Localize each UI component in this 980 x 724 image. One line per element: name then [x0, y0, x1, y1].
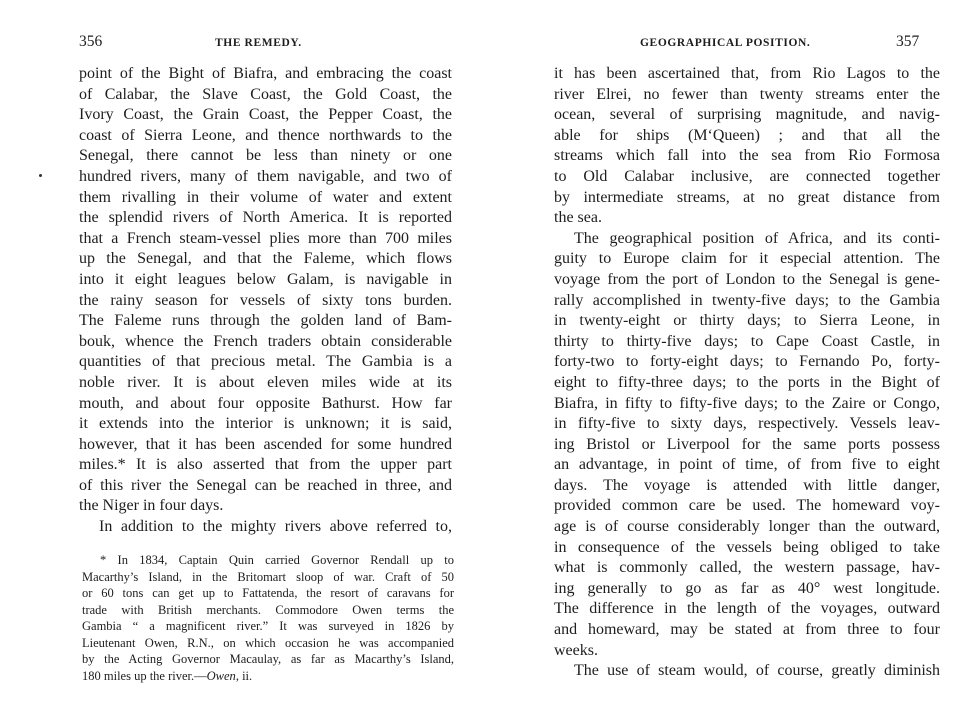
- margin-speck: [39, 174, 42, 177]
- body-line: mouth, and about four opposite Bathurst. How far: [79, 394, 452, 412]
- footnote-citation-author: Owen: [206, 668, 236, 683]
- body-line: ocean, several of surprising magnitude, and navig-: [554, 106, 940, 124]
- footnote-line: Gambia “ a magnificent river.” It was surveyed in 1826 by: [82, 619, 454, 633]
- body-line: them rivalling in their volume of water and extent: [79, 188, 452, 206]
- body-line: in consequence of the vessels being obliged to take: [554, 538, 940, 556]
- body-line: guity to Europe claim for it especial attention. The: [554, 250, 940, 268]
- body-line: coast of Sierra Leone, and thence northwards to the: [79, 126, 452, 144]
- body-line: The difference in the length of the voyages, outward: [554, 600, 940, 618]
- body-line: it has been ascertained that, from Rio Lagos to the: [554, 65, 940, 82]
- left-running-head: THE REMEDY.: [215, 37, 302, 49]
- right-page-number: 357: [896, 33, 920, 50]
- body-line: forty-two to forty-eight days; to Fernando Po, forty-: [554, 353, 940, 371]
- footnote-line: or 60 tons can get up to Fattatenda, the resort of caravans for: [82, 586, 454, 600]
- footnote-line-final: [82, 668, 454, 685]
- right-page: [490, 0, 980, 724]
- body-line: river Elrei, no fewer than twenty streams enter the: [554, 85, 940, 103]
- left-page-number: 356: [79, 33, 103, 50]
- body-line: In addition to the mighty rivers above referred to,: [99, 518, 452, 536]
- footnote: [82, 552, 454, 684]
- body-line: into it eight leagues below Galam, is navigable in: [79, 270, 452, 288]
- body-line: Biafra, in fifty to fifty-five days; to the Zaire or Congo,: [554, 394, 940, 412]
- right-body-text: [554, 64, 940, 682]
- body-line: in fifty-five to sixty days, respectively. Vessels leav-: [554, 415, 940, 433]
- body-line: weeks.: [554, 641, 598, 659]
- body-line: that a French steam-vessel plies more than 700 miles: [79, 229, 452, 247]
- footnote-final-text: 180 miles up the river.—: [82, 668, 207, 683]
- body-line: of Calabar, the Slave Coast, the Gold Coast, the: [79, 85, 452, 103]
- body-line: provided common care be used. The homeward voy-: [554, 497, 940, 515]
- body-line: an advantage, in point of time, of from five to eight: [554, 456, 940, 474]
- body-line: the Niger in four days.: [79, 497, 224, 515]
- footnote-line: * In 1834, Captain Quin carried Governor Rendall up to: [100, 553, 454, 567]
- body-line: The geographical position of Africa, and its conti-: [574, 229, 940, 247]
- body-line: up the Senegal, and that the Faleme, which flows: [79, 250, 452, 268]
- body-line: eight to fifty-three days; to the ports in the Bight of: [554, 373, 940, 391]
- body-line: in twenty-eight or thirty days; to Sierra Leone, in: [554, 312, 940, 330]
- body-line: thirty to thirty-five days; to Cape Coast Castle, in: [554, 332, 940, 350]
- right-running-head: GEOGRAPHICAL POSITION.: [640, 37, 811, 49]
- body-line: the rainy season for vessels of sixty tons burden.: [79, 291, 452, 309]
- body-line: by intermediate streams, at no great distance from: [554, 188, 940, 206]
- footnote-line: by the Acting Governor Macaulay, as far as Macarthy’s Island,: [82, 652, 454, 666]
- footnote-line: Lieutenant Owen, R.N., on which occasion he was accompanied: [82, 635, 454, 650]
- footnote-line: trade with British merchants. Commodore Owen terms the: [82, 602, 454, 617]
- body-line: ing Bristol or Liverpool for the same ports possess: [554, 435, 940, 453]
- footnote-citation-source: , ii.: [235, 668, 253, 683]
- body-line: of this river the Senegal can be reached in three, and: [79, 476, 452, 494]
- body-line: it extends into the interior is unknown; it is said,: [79, 415, 452, 433]
- body-line: quantities of that precious metal. The Gambia is a: [79, 353, 452, 371]
- body-line: bouk, whence the French traders obtain considerable: [79, 332, 452, 350]
- body-line: noble river. It is about eleven miles wide at its: [79, 373, 452, 391]
- body-line: the splendid rivers of North America. It is reported: [79, 209, 452, 227]
- body-line: what is commonly called, the western passage, hav-: [554, 559, 940, 577]
- body-line: and homeward, may be stated at from three to four: [554, 621, 940, 639]
- body-line: to Old Calabar inclusive, are connected together: [554, 167, 940, 185]
- body-line: Senegal, there cannot be less than ninety or one: [79, 147, 452, 165]
- body-line: rally accomplished in twenty-five days; to the Gambia: [554, 291, 940, 309]
- body-line: miles.* It is also asserted that from the upper part: [79, 456, 452, 474]
- body-line: The Faleme runs through the golden land of Bam-: [79, 312, 452, 330]
- body-line: Ivory Coast, the Grain Coast, the Pepper Coast, the: [79, 106, 452, 124]
- footnote-line: Macarthy’s Island, in the Britomart sloop of war. Craft of 50: [82, 569, 454, 584]
- body-line: age is of course considerably longer than the outward,: [554, 518, 940, 536]
- body-line: days. The voyage is attended with little danger,: [554, 476, 940, 494]
- body-line: The use of steam would, of course, greatly diminish: [574, 662, 940, 680]
- left-body-text: [79, 64, 452, 538]
- body-line: point of the Bight of Biafra, and embracing the coast: [79, 65, 452, 82]
- body-line: ing generally to go as far as 40° west longitude.: [554, 579, 940, 597]
- body-line: voyage from the port of London to the Senegal is gene-: [554, 270, 940, 288]
- body-line: hundred rivers, many of them navigable, and two of: [79, 167, 452, 185]
- body-line: streams which fall into the sea from Rio Formosa: [554, 147, 940, 165]
- body-line: the sea.: [554, 209, 602, 227]
- body-line: however, that it has been ascended for some hundred: [79, 435, 452, 453]
- body-line: able for ships (M‘Queen) ; and that all the: [554, 126, 940, 144]
